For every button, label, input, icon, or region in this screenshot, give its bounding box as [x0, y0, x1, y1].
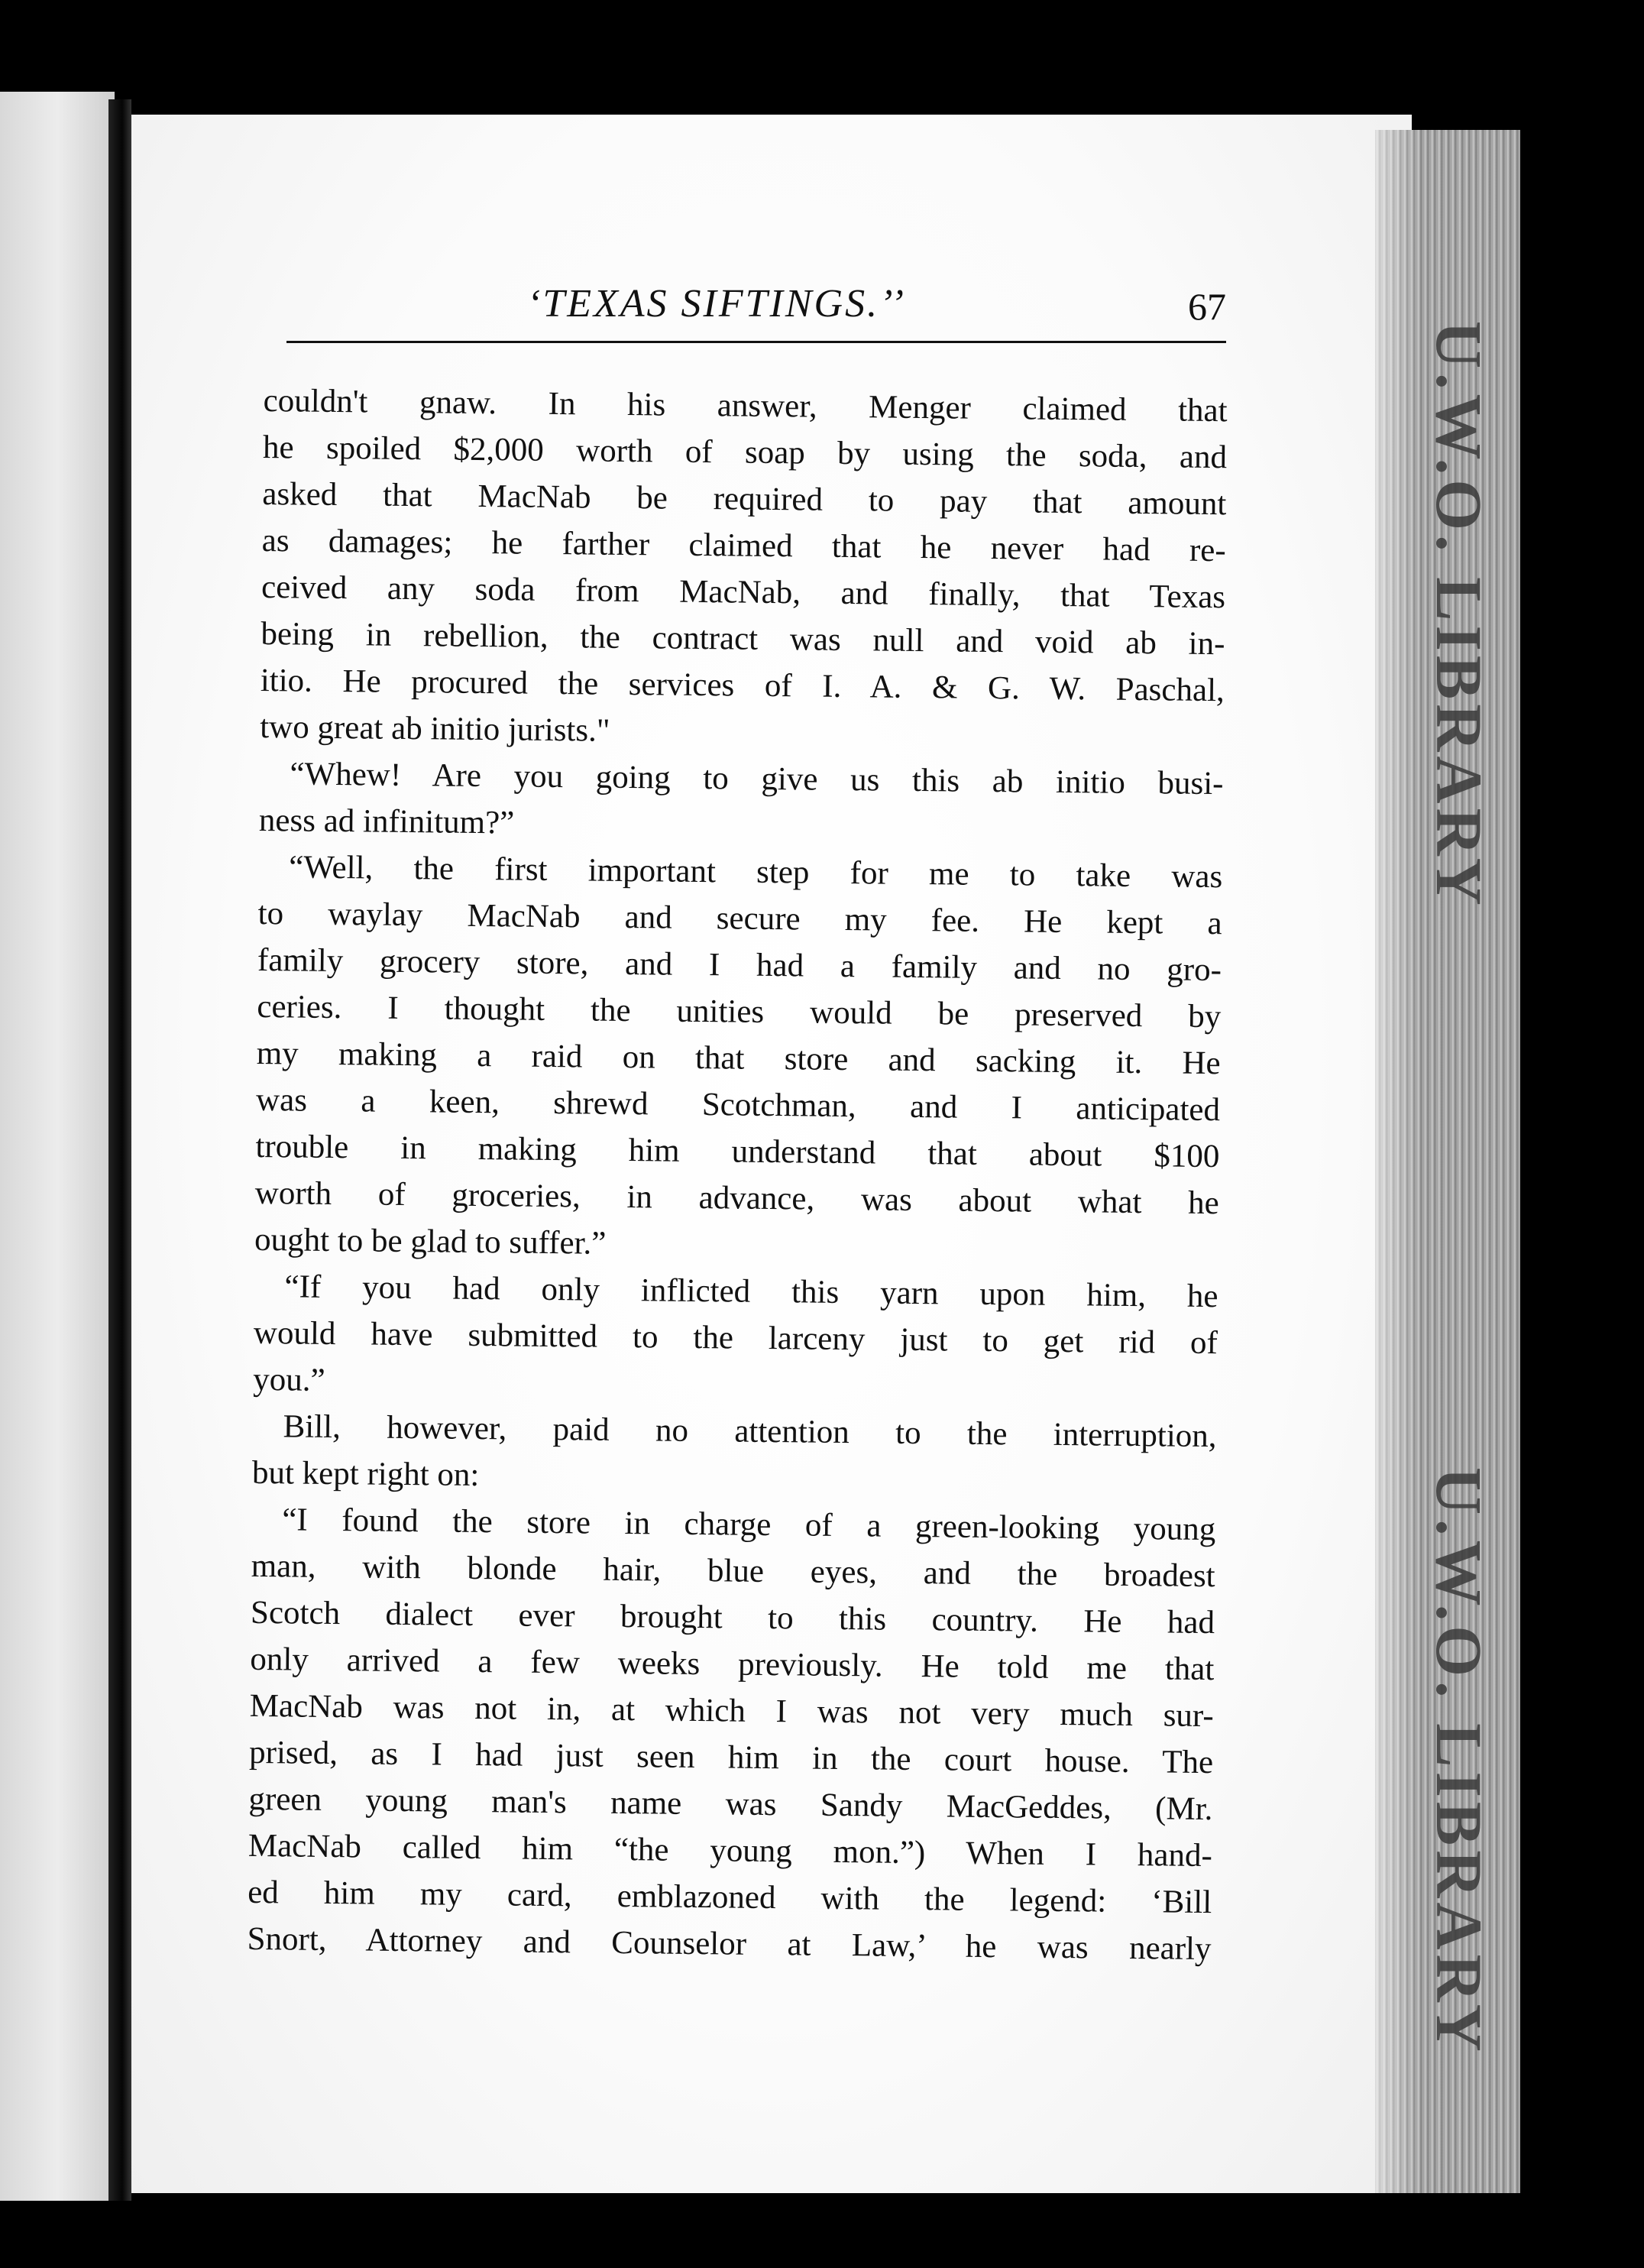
text-line: only arrived a few weeks previously. He told me that	[250, 1641, 1215, 1688]
text-line: ceived any soda from MacNab, and finally, that Texas	[261, 569, 1226, 616]
text-line: family grocery store, and I had a family and no gro-	[257, 941, 1222, 989]
page-edge-highlight	[1375, 130, 1421, 2193]
text-line: worth of groceries, in advance, was about what he	[254, 1174, 1219, 1222]
text-line: Bill, however, paid no attention to the interruption,	[283, 1408, 1217, 1455]
text-line: couldn't gnaw. In his answer, Menger claimed that	[263, 382, 1228, 429]
library-stamp-upper: U.W.O. LIBRARY	[1422, 321, 1496, 910]
text-line: ought to be glad to suffer.”	[254, 1221, 607, 1262]
text-line: “Well, the first important step for me to take was	[289, 849, 1223, 896]
text-line: to waylay MacNab and secure my fee. He kept a	[257, 895, 1222, 942]
text-line: “I found the store in charge of a green-looking young	[282, 1502, 1216, 1548]
text-line: prised, as I had just seen him in the court house. The	[248, 1734, 1214, 1781]
text-line: being in rebellion, the contract was null and void ab in-	[261, 615, 1225, 663]
text-line: man, with blonde hair, blue eyes, and the broadest	[251, 1547, 1215, 1595]
text-line: Snort, Attorney and Counselor at Law,’ he was nearly	[247, 1920, 1212, 1968]
text-line: but kept right on:	[251, 1454, 480, 1494]
text-line: asked that MacNab be required to pay that amount	[262, 475, 1227, 523]
library-stamp-lower: U.W.O. LIBRARY	[1422, 1467, 1496, 2056]
text-line: “If you had only inflicted this yarn upon him, he	[284, 1268, 1218, 1315]
body-text	[247, 377, 1228, 1972]
book-gutter	[108, 99, 131, 2201]
text-line: he spoiled $2,000 worth of soap by using the soda, and	[262, 429, 1228, 476]
text-line: you.”	[253, 1361, 325, 1398]
text-line: itio. He procured the services of I. A. & G. W. Paschal,	[260, 662, 1225, 709]
page-number: 67	[1188, 285, 1226, 328]
text-line: my making a raid on that store and sacking it. He	[256, 1035, 1221, 1082]
facing-page-edge	[0, 92, 115, 2201]
text-line: “Whew! Are you going to give us this ab initio busi-	[290, 756, 1224, 802]
text-line: ness ad infinitum?”	[258, 802, 515, 841]
text-line: ceries. I thought the unities would be preserved by	[257, 988, 1222, 1035]
header-rule	[286, 341, 1226, 343]
text-line: as damages; he farther claimed that he never had re-	[261, 522, 1226, 569]
text-line: ed him my card, emblazoned with the legend: ‘Bill	[247, 1874, 1212, 1921]
text-line: Scotch dialect ever brought to this country. He had	[250, 1594, 1215, 1641]
running-title: ‘TEXAS SIFTINGS.’’	[527, 282, 906, 326]
running-head	[283, 281, 1230, 342]
text-line: green young man's name was Sandy MacGeddes, (Mr.	[248, 1780, 1213, 1828]
text-line: trouble in making him understand that about $100	[255, 1128, 1220, 1175]
text-line: would have submitted to the larceny just to get rid of	[253, 1314, 1218, 1362]
text-line: MacNab called him “the young mon.”) When I hand-	[248, 1827, 1213, 1874]
text-line: MacNab was not in, at which I was not very much sur-	[249, 1687, 1214, 1735]
text-line: two great ab initio jurists."	[259, 708, 610, 749]
text-line: was a keen, shrewd Scotchman, and I anticipated	[255, 1081, 1221, 1129]
